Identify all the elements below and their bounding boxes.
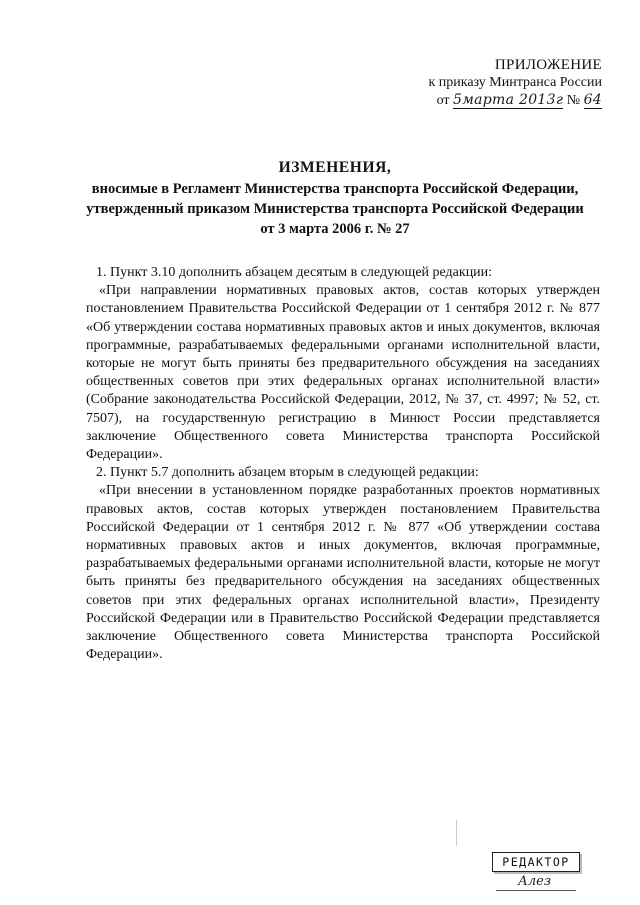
appendix-number-prefix: № bbox=[566, 93, 581, 108]
item-1-quote: «При направлении нормативных правовых актов, состав которых утвержден постановлением Правительства Российской Федерации от 1 сентября 2012 г. № 877 «Об утверждении состава нормативных правовых актов и иных документов, включая программные, разрабатываемых федеральными органами исполнительной власти, которые не могут быть приняты без предварительного обсуждения на заседаниях общественных советов при этих федеральных органах исполнительной власти» (Собрание законодательства Российской Федерации, 2012, № 37, ст. 4997; № 52, ст. 7507), на государственную регистрацию в Минюст России представляется заключение Общественного совета Министерства транспорта Российской Федерации». bbox=[86, 283, 600, 463]
item-2-quote: «При внесении в установленном порядке разработанных проектов нормативных правовых актов, состав которых утвержден постановлением Правительства Российской Федерации от 1 сентября 2012 г. № 877 «Об утверждении состава нормативных правовых актов и иных документов, включая программные, разрабатываемых федеральными органами исполнительной власти, которые не могут быть приняты без предварительного обсуждения на заседаниях общественных советов при этих федеральных органах исполнительной власти», Президенту Российской Федерации или в Правительство Российской Федерации представляется заключение Общественного совета Министерства транспорта Российской Федерации». bbox=[86, 483, 600, 663]
handwritten-date: 5марта 2013г bbox=[453, 92, 564, 108]
editor-stamp bbox=[492, 852, 582, 896]
document-title bbox=[70, 158, 600, 239]
title-main: ИЗМЕНЕНИЯ, bbox=[278, 159, 392, 176]
appendix-label: ПРИЛОЖЕНИЕ bbox=[494, 57, 602, 73]
title-line-2: утвержденный приказом Министерства транспорта Российской Федерации bbox=[86, 201, 584, 217]
appendix-date-line bbox=[402, 92, 602, 110]
stamp-signature: Алез bbox=[518, 874, 551, 889]
title-line-3: от 3 марта 2006 г. № 27 bbox=[260, 221, 410, 237]
scan-mark bbox=[456, 820, 457, 846]
document-body bbox=[86, 264, 600, 664]
appendix-order-ref: к приказу Минтранса России bbox=[428, 75, 602, 90]
item-1-heading: 1. Пункт 3.10 дополнить абзацем десятым в следующей редакции: bbox=[96, 265, 493, 280]
appendix-from-prefix: от bbox=[436, 93, 450, 108]
appendix-header bbox=[402, 56, 602, 110]
stamp-signature-line bbox=[496, 890, 576, 891]
title-line-1: вносимые в Регламент Министерства транспорта Российской Федерации, bbox=[91, 181, 579, 197]
handwritten-number: 64 bbox=[583, 92, 602, 108]
item-2-heading: 2. Пункт 5.7 дополнить абзацем вторым в следующей редакции: bbox=[96, 465, 479, 481]
stamp-label: РЕДАКТОР bbox=[492, 852, 580, 872]
